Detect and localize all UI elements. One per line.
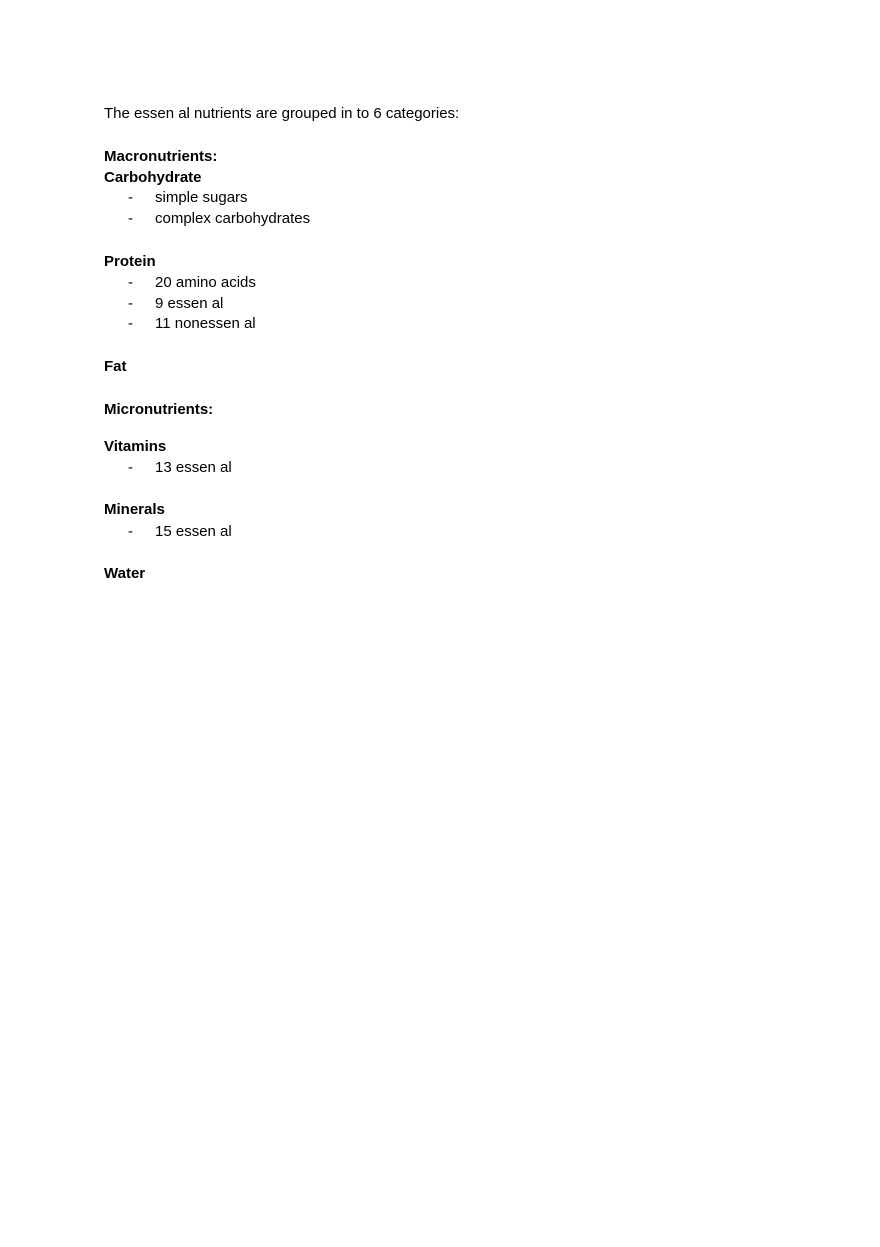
list-item-text: 11 nonessen al bbox=[155, 315, 256, 332]
micronutrients-heading: Micronutrients: bbox=[104, 401, 214, 418]
carbohydrate-heading: Carbohydrate bbox=[104, 169, 202, 186]
list-item-text: complex carbohydrates bbox=[155, 210, 311, 227]
intro-text: The essen al nutrients are grouped in to 6 categories: bbox=[104, 105, 460, 122]
minerals-heading: Minerals bbox=[104, 501, 165, 518]
bullet-dash: - bbox=[128, 315, 133, 332]
protein-heading: Protein bbox=[104, 253, 156, 270]
bullet-dash: - bbox=[128, 523, 133, 540]
fat-heading: Fat bbox=[104, 358, 127, 375]
list-item-text: simple sugars bbox=[155, 189, 248, 206]
list-item-text: 15 essen al bbox=[155, 523, 232, 540]
list-item-text: 13 essen al bbox=[155, 459, 232, 476]
bullet-dash: - bbox=[128, 459, 133, 476]
macronutrients-heading: Macronutrients: bbox=[104, 148, 218, 165]
water-heading: Water bbox=[104, 565, 146, 582]
bullet-dash: - bbox=[128, 210, 133, 227]
list-item-text: 9 essen al bbox=[155, 295, 224, 312]
bullet-dash: - bbox=[128, 274, 133, 291]
bullet-dash: - bbox=[128, 189, 133, 206]
list-item-text: 20 amino acids bbox=[155, 274, 256, 291]
vitamins-heading: Vitamins bbox=[104, 438, 167, 455]
bullet-dash: - bbox=[128, 295, 133, 312]
